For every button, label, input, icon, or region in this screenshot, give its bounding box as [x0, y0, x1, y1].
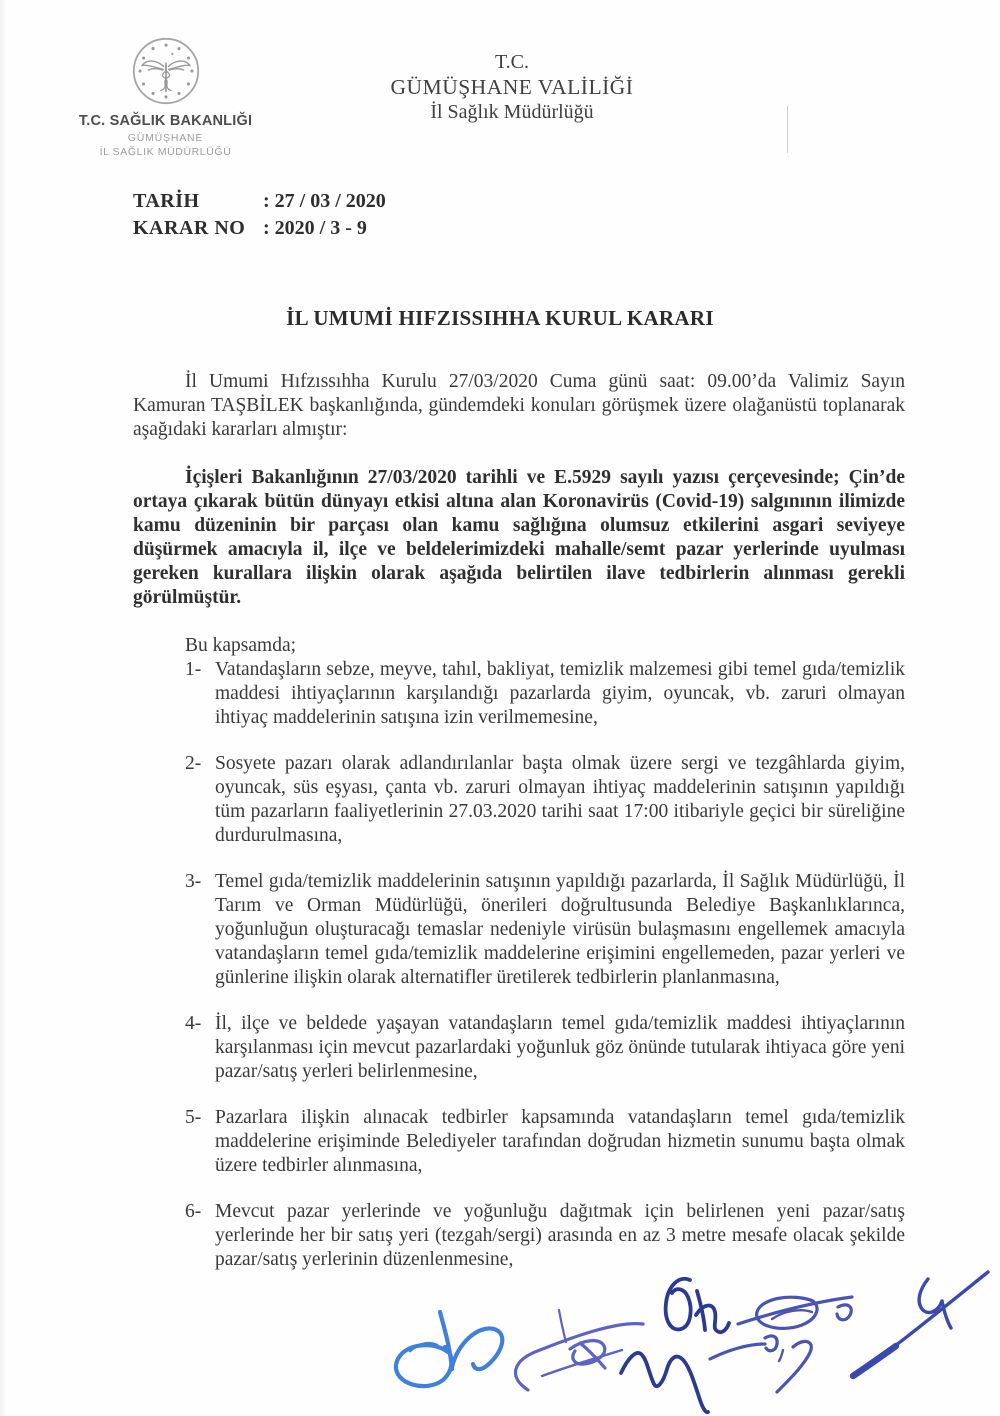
signature-stroke — [765, 1336, 777, 1351]
signature-stroke — [853, 1346, 896, 1376]
signature-stroke — [777, 1341, 811, 1392]
signatures-area — [0, 1255, 1000, 1416]
document-title: İL UMUMİ HIFZISSIHHA KURUL KARARI — [286, 306, 714, 330]
item-text: Pazarlara ilişkin alınacak tedbirler kapsamında vatandaşların temel gıda/temizlik maddelerine erişiminde Belediyeler tarafından doğrudan hizmetin sunumu başta olmak üzere tedbirler alınmasına, — [215, 1107, 905, 1176]
signature-stroke — [559, 1310, 566, 1342]
item-number: 4- — [185, 1013, 202, 1034]
signature-stroke — [696, 1306, 729, 1333]
decision-item-1 — [185, 658, 905, 730]
item-number: 6- — [185, 1201, 202, 1222]
item-number: 3- — [185, 871, 202, 892]
item-text: Vatandaşların sebze, meyve, tahıl, bakliyat, temizlik malzemesi gibi temel gıda/temizlik maddesi ihtiyaçlarının karşılandığı pazarlarda giyim, oyuncak, vb. zaruri olmayan ihtiyaç maddelerinin satışına izin verilmemesine, — [215, 659, 905, 728]
governorate-letterhead — [337, 50, 687, 125]
health-ministry-seal-icon — [131, 36, 201, 106]
signature-2 — [516, 1310, 644, 1390]
decision-no-row — [133, 215, 386, 242]
signature-4 — [710, 1297, 852, 1392]
ministry-province: GÜMÜŞHANE — [127, 132, 204, 144]
item-text: İl, ilçe ve beldede yaşayan vatandaşların temel gıda/temizlik maddesi ihtiyaçlarının karşılanması için mevcut pazarlardaki yoğunluk göz önünde tutularak ihtiyaca göre yeni pazar/satış yerleri belirlenmesine, — [215, 1013, 905, 1082]
governorate-directorate: İl Sağlık Müdürlüğü — [430, 101, 594, 123]
document-meta — [133, 188, 386, 242]
item-number: 5- — [185, 1107, 202, 1128]
decision-list — [133, 658, 905, 1272]
signature-stroke — [452, 1328, 502, 1369]
item-text: Sosyete pazarı olarak adlandırılanlar başta olmak üzere sergi ve tezgâhlarda giyim, oyuncak, süs eşyası, çanta vb. zaruri olmayan ihtiyaç maddelerinin satışının yapıldığı tüm pazarların faaliyetlerinin 27.03.2020 tarihi saat 17:00 itibariyle geçici bir süreliğine durdurulmasına, — [215, 753, 905, 846]
decision-item-3 — [185, 870, 905, 990]
decision-no-value: : 2020 / 3 - 9 — [263, 217, 367, 239]
ministry-directorate: İL SAĞLIK MÜDÜRLÜĞÜ — [99, 146, 232, 158]
item-number: 1- — [185, 659, 202, 680]
signature-1 — [396, 1312, 502, 1386]
scope-label: Bu kapsamda; — [185, 635, 297, 656]
signature-stroke — [710, 1344, 765, 1359]
framework-paragraph: İçişleri Bakanlığının 27/03/2020 tarihli ve E.5929 sayılı yazısı çerçevesinde; Çin’de ortaya çıkarak bütün dünyayı etkisi altına alan Koronavirüs (Covid-19) salgınının ilimizde kamu düzeninin bir parçası olan kamu sağlığına olumsuz etkilerini asgari seviyeye düşürmek amacıyla il, ilçe ve beldelerimizdeki mahalle/semt pazar yerlerinde uyulması gereken kurallara ilişkin olarak aşağıda belirtilen ilave tedbirlerin alınması gerekli görülmüştür. — [133, 467, 905, 608]
intro-paragraph: İl Umumi Hıfzıssıhha Kurulu 27/03/2020 Cuma günü saat: 09.00’da Valimiz Sayın Kamuran TAŞBİLEK başkanlığında, gündemdeki konuları görüşmek üzere olağanüstü toplanarak aşağıdaki kararları almıştır: — [133, 371, 905, 440]
item-text: Temel gıda/temizlik maddelerinin satışının yapıldığı pazarlarda, İl Sağlık Müdürlüğü, İl Tarım ve Orman Müdürlüğü, önerileri doğrultusunda Belediye Başkanlıklarınca, yoğunluğun oluşturacağı temaslar nedeniyle virüsün bulaşmasını engellemek amacıyla vatandaşların temel gıda/temizlik maddelerine erişimini engellemeden, pazar yerleri ve günlerine ilişkin olarak alternatifler üretilerek tedbirlerin planlanmasına, — [215, 871, 905, 988]
signature-stroke — [542, 1350, 622, 1376]
signature-stroke — [621, 1353, 708, 1412]
signature-stroke — [516, 1324, 644, 1390]
item-text: Mevcut pazar yerlerinde ve yoğunluğu dağıtmak için belirlenen yeni pazar/satış yerlerinde her bir satış yeri (tezgah/sergi) arasında en az 3 metre mesafe olacak şekilde pazar/satış yerlerinin düzenlenmesine, — [215, 1201, 905, 1270]
date-label: TARİH — [133, 190, 200, 212]
decision-no-label: KARAR NO — [133, 217, 246, 239]
decision-item-2 — [185, 752, 905, 848]
signature-5 — [853, 1272, 988, 1376]
decision-item-5 — [185, 1106, 905, 1178]
date-value: : 27 / 03 / 2020 — [263, 190, 386, 212]
ministry-letterhead — [63, 36, 268, 158]
ministry-name: T.C. SAĞLIK BAKANLIĞI — [78, 113, 253, 129]
signature-stroke — [396, 1345, 452, 1386]
scan-artifact-line — [787, 106, 788, 153]
signature-3 — [621, 1279, 729, 1412]
signature-stroke — [837, 1305, 851, 1320]
date-row — [133, 188, 386, 215]
signature-stroke — [666, 1279, 691, 1330]
governorate-name: GÜMÜŞHANE VALİLİĞİ — [390, 75, 634, 99]
governorate-tc: T.C. — [494, 51, 530, 73]
document-body — [133, 370, 905, 1272]
decision-item-4 — [185, 1012, 905, 1084]
signature-stroke — [919, 1279, 942, 1312]
signature-stroke — [779, 1350, 783, 1361]
item-number: 2- — [185, 753, 202, 774]
